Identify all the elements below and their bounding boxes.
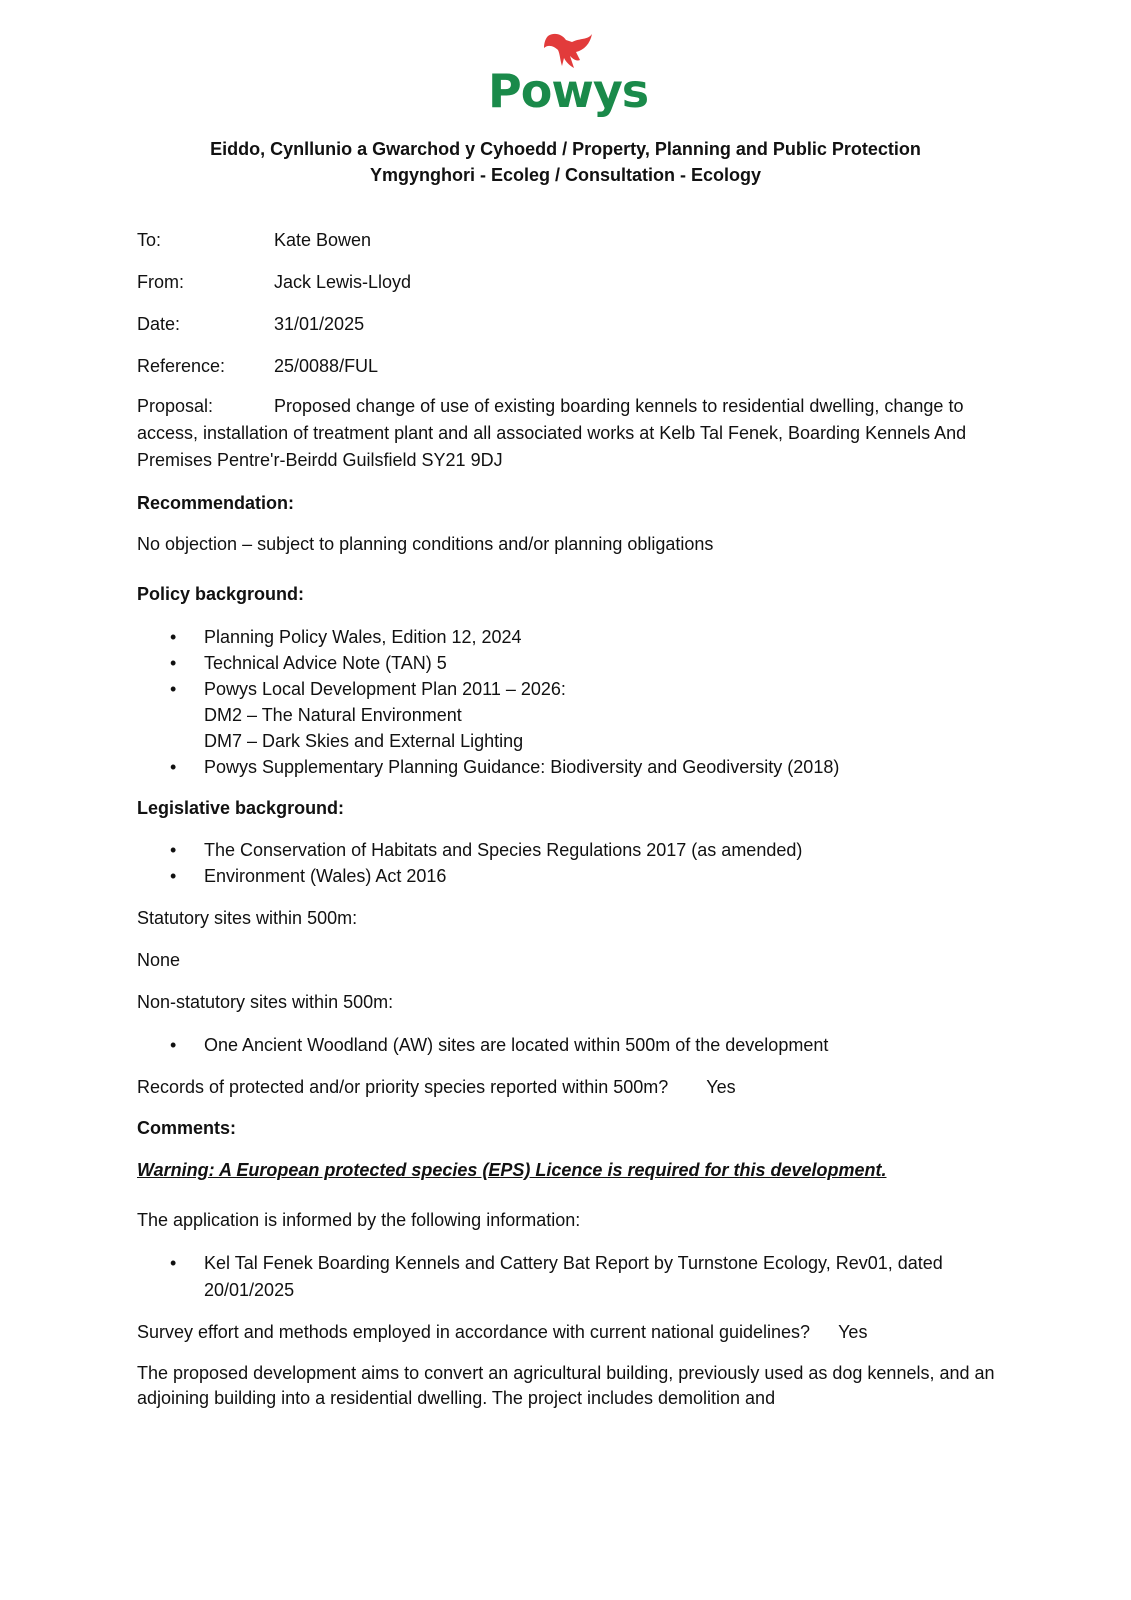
comments-heading: Comments: [137, 1118, 237, 1138]
memo-from [137, 270, 411, 294]
list-item: • The Conservation of Habitats and Species Regulations 2017 (as amended) [170, 837, 1000, 863]
non-statutory-list [170, 1032, 1000, 1058]
memo-date [137, 312, 364, 336]
list-item: • Powys Local Development Plan 2011 – 2026: [170, 676, 1000, 702]
header-department: Eiddo, Cynllunio a Gwarchod y Cyhoedd / Property, Planning and Public Protection [210, 139, 921, 159]
final-paragraph: The proposed development aims to convert an agricultural building, previously used as dog kennels, and an adjoining building into a residential dwelling. The project includes demolition and [137, 1363, 995, 1408]
list-item: • Kel Tal Fenek Boarding Kennels and Cattery Bat Report by Turnstone Ecology, Rev01, dated 20/01/2025 [170, 1250, 1000, 1304]
document-header [0, 136, 1131, 188]
policy-heading: Policy background: [137, 584, 305, 604]
to-label: To: [137, 230, 162, 250]
proposal [137, 393, 997, 474]
eps-warning: Warning: A European protected species (EPS) Licence is required for this development. [137, 1160, 887, 1180]
legislative-list [170, 837, 1000, 889]
powys-logo [488, 28, 648, 136]
from-label: From: [137, 272, 184, 292]
survey-answer: Yes [838, 1322, 868, 1342]
list-item: • Environment (Wales) Act 2016 [170, 863, 1000, 889]
informed-by: The application is informed by the following information: [137, 1210, 581, 1230]
records-answer: Yes [706, 1077, 736, 1097]
from-value: Jack Lewis-Lloyd [274, 272, 412, 292]
reference-value: 25/0088/FUL [274, 356, 379, 376]
statutory-heading: Statutory sites within 500m: [137, 908, 358, 928]
logo-wordmark: Powys [488, 64, 649, 118]
date-value: 31/01/2025 [274, 314, 365, 334]
recommendation-heading: Recommendation: [137, 493, 295, 513]
survey-question: Survey effort and methods employed in accordance with current national guidelines? [137, 1322, 811, 1342]
proposal-text: Proposed change of use of existing boarding kennels to residential dwelling, change to access, installation of treatment plant and all associated works at Kelb Tal Fenek, Boarding Kennels And Premises Pentre'r-Beirdd Guilsfield SY21 9DJ [137, 396, 967, 470]
policy-list [170, 624, 1000, 780]
legislative-heading: Legislative background: [137, 798, 345, 818]
list-item-sub: DM7 – Dark Skies and External Lighting [204, 731, 524, 751]
list-item: • Powys Supplementary Planning Guidance: Biodiversity and Geodiversity (2018) [170, 754, 1000, 780]
header-consultation: Ymgynghori - Ecoleg / Consultation - Ecology [369, 165, 762, 185]
reference-label: Reference: [137, 356, 226, 376]
records-row [137, 1074, 997, 1101]
survey-row [137, 1319, 997, 1346]
memo-reference [137, 354, 378, 378]
recommendation-text: No objection – subject to planning conditions and/or planning obligations [137, 534, 714, 554]
list-item: • Technical Advice Note (TAN) 5 [170, 650, 1000, 676]
list-item: • Planning Policy Wales, Edition 12, 2024 [170, 624, 1000, 650]
date-label: Date: [137, 314, 181, 334]
informed-list [170, 1250, 1000, 1304]
to-value: Kate Bowen [274, 230, 372, 250]
statutory-value: None [137, 950, 181, 970]
non-statutory-heading: Non-statutory sites within 500m: [137, 992, 394, 1012]
memo-to [137, 228, 371, 252]
list-item: • One Ancient Woodland (AW) sites are located within 500m of the development [170, 1032, 1000, 1058]
list-item-sub: DM2 – The Natural Environment [204, 705, 462, 725]
proposal-label: Proposal: [137, 396, 214, 416]
records-question: Records of protected and/or priority species reported within 500m? [137, 1077, 669, 1097]
